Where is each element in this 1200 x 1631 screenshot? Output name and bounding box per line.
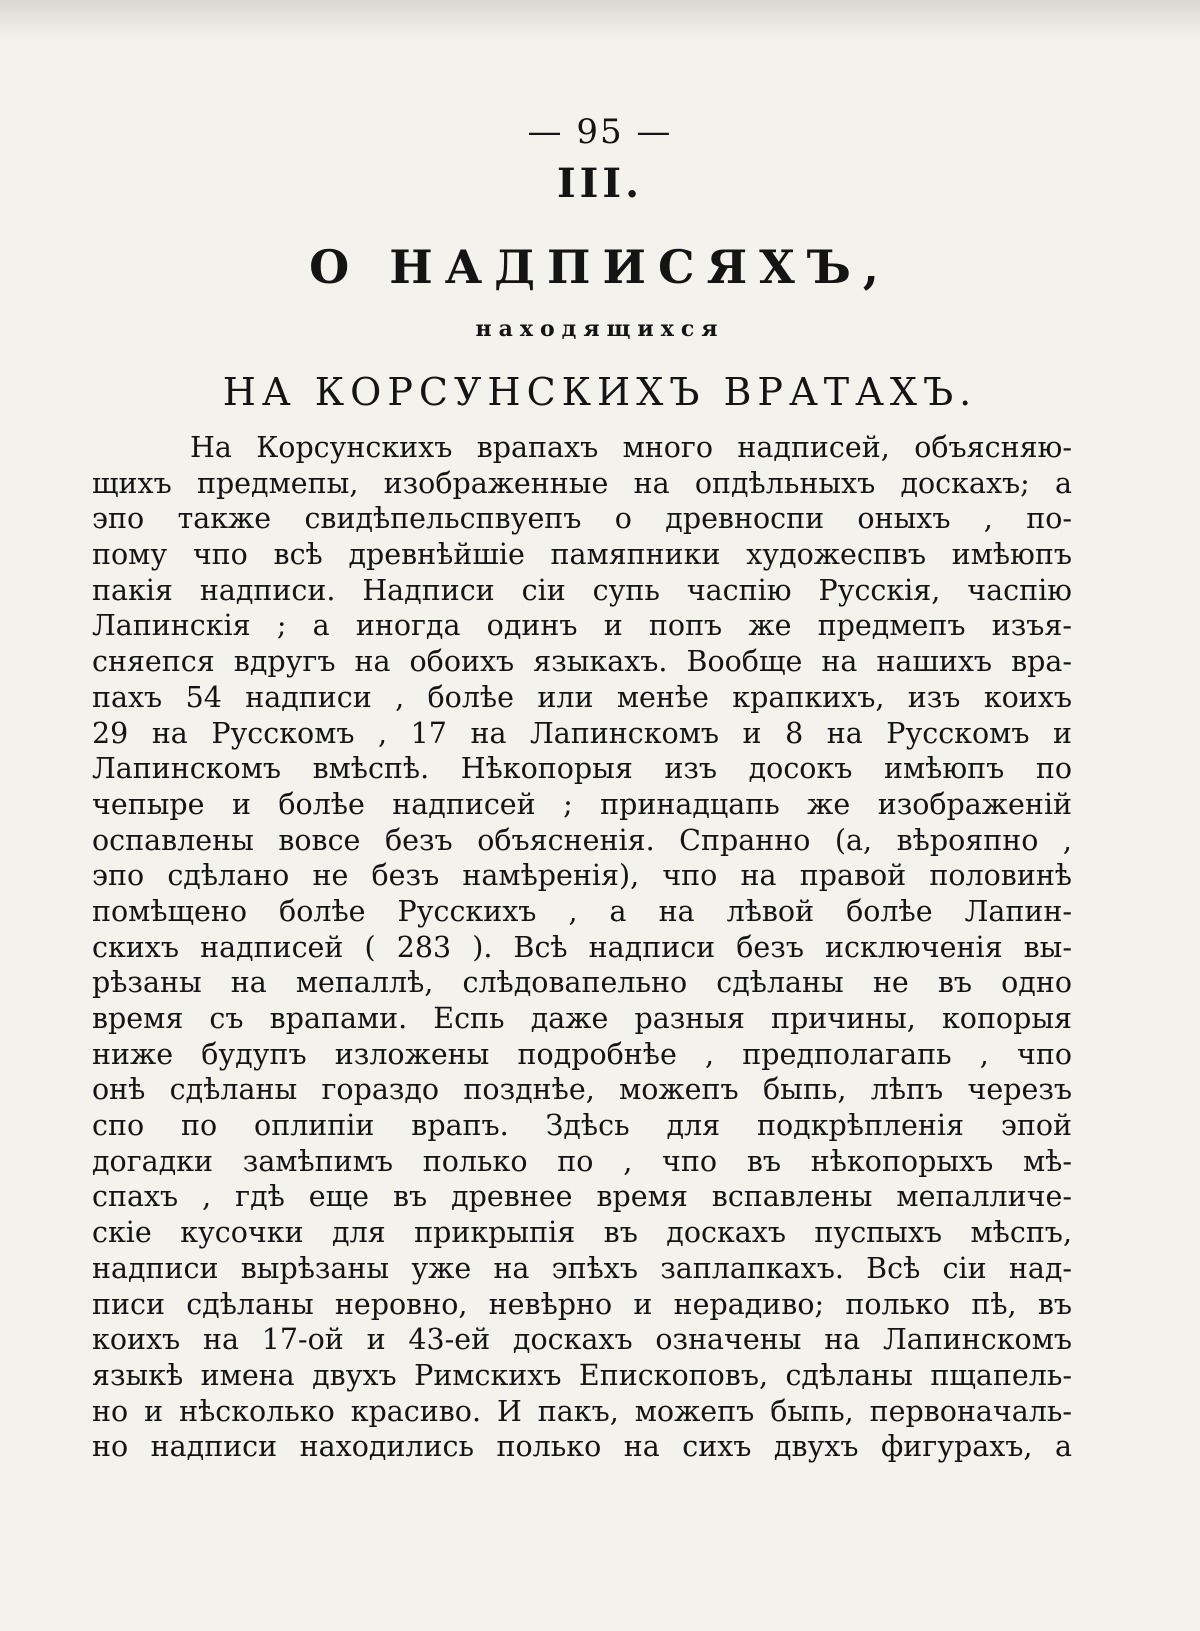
- text-line: эпо сдѣлано не безъ намѣренія), чпо на правой половинѣ: [92, 859, 1072, 893]
- page-edge-shadow: [0, 0, 1200, 40]
- page-number: — 95 —: [527, 112, 673, 152]
- text-line: но надписи находились полько на сихъ двухъ фигурахъ, а: [92, 1430, 1072, 1464]
- chapter-numeral: III.: [556, 160, 644, 207]
- text-line: сняепся вдругъ на обоихъ языкахъ. Вообще на нашихъ вра-: [92, 645, 1072, 679]
- text-line: На Корсунскихъ врапахъ много надписей, объясняю-: [190, 431, 1072, 464]
- text-line: но и нѣсколько красиво. И пакъ, можепъ быпь, первоначаль-: [92, 1394, 1072, 1428]
- text-line: спахъ , гдѣ еще въ древнее время вспавлены мепалличе-: [92, 1180, 1072, 1214]
- text-line: чепыре и болѣе надписей ; принадцапь же изображеній: [92, 787, 1072, 821]
- text-line: языкѣ имена двухъ Римскихъ Епископовъ, сдѣланы пщапель-: [92, 1358, 1072, 1392]
- text-line: Лапинскомъ вмѣспѣ. Нѣкопорыя изъ досокъ имѣюпъ по: [92, 752, 1072, 786]
- text-line: время съ врапами. Еспь даже разныя причины, копорыя: [92, 1002, 1072, 1035]
- text-line: ниже будупъ изложены подробнѣе , предполагапь , чпо: [92, 1037, 1072, 1071]
- text-line: пакія надписи. Надписи сіи супь часпію Русскія, часпію: [92, 573, 1072, 607]
- text-line: спо по оплипіи врапъ. Здѣсь для подкрѣпленія эпой: [92, 1109, 1072, 1143]
- text-line: скіе кусочки для прикрыпія въ доскахъ пуспыхъ мѣспъ,: [92, 1216, 1072, 1250]
- text-line: оспавлены вовсе безъ объясненія. Спранно (а, вѣрояпно ,: [92, 823, 1072, 857]
- text-line: помѣщено болѣе Русскихъ , а на лѣвой болѣе Лапин-: [92, 894, 1072, 928]
- text-line: коихъ на 17-ой и 43-ей доскахъ означены на Лапинскомъ: [92, 1323, 1072, 1357]
- text-line: щихъ предмепы, изображенные на опдѣльныхъ доскахъ; а: [92, 466, 1072, 500]
- text-line: Лапинскія ; а иногда одинъ и попъ же предмепъ изъя-: [92, 609, 1072, 643]
- text-line: пахъ 54 надписи , болѣе или менѣе крапкихъ, изъ коихъ: [92, 680, 1072, 714]
- chapter-heading: НА КОРСУНСКИХЪ ВРАТАХЪ.: [222, 370, 978, 414]
- chapter-subtitle: находящихся: [475, 316, 725, 342]
- chapter-title: О НАДПИСЯХЪ,: [309, 240, 891, 294]
- text-line: эпо также свидѣпельспвуепъ о древноспи оныхъ , по-: [92, 502, 1072, 536]
- body-paragraph: [92, 430, 1072, 1465]
- text-line: догадки замѣпимъ полько по , чпо въ нѣкопорыхъ мѣ-: [92, 1144, 1072, 1178]
- text-line: скихъ надписей ( 283 ). Всѣ надписи безъ исключенія вы-: [92, 930, 1072, 964]
- text-line: надписи вырѣзаны уже на эпѣхъ заплапкахъ. Всѣ сіи над-: [92, 1251, 1072, 1285]
- text-line: пому чпо всѣ древнѣйшіе памяпники художеспвъ имѣюпъ: [92, 538, 1072, 572]
- text-line: 29 на Русскомъ , 17 на Лапинскомъ и 8 на Русскомъ и: [92, 716, 1072, 750]
- text-line: онѣ сдѣланы гораздо позднѣе, можепъ быпь, лѣпъ черезъ: [92, 1073, 1072, 1107]
- text-line: писи сдѣланы неровно, невѣрно и нерадиво; полько пѣ, въ: [92, 1287, 1072, 1321]
- text-line: рѣзаны на мепаллѣ, слѣдовапельно сдѣланы не въ одно: [92, 966, 1072, 1000]
